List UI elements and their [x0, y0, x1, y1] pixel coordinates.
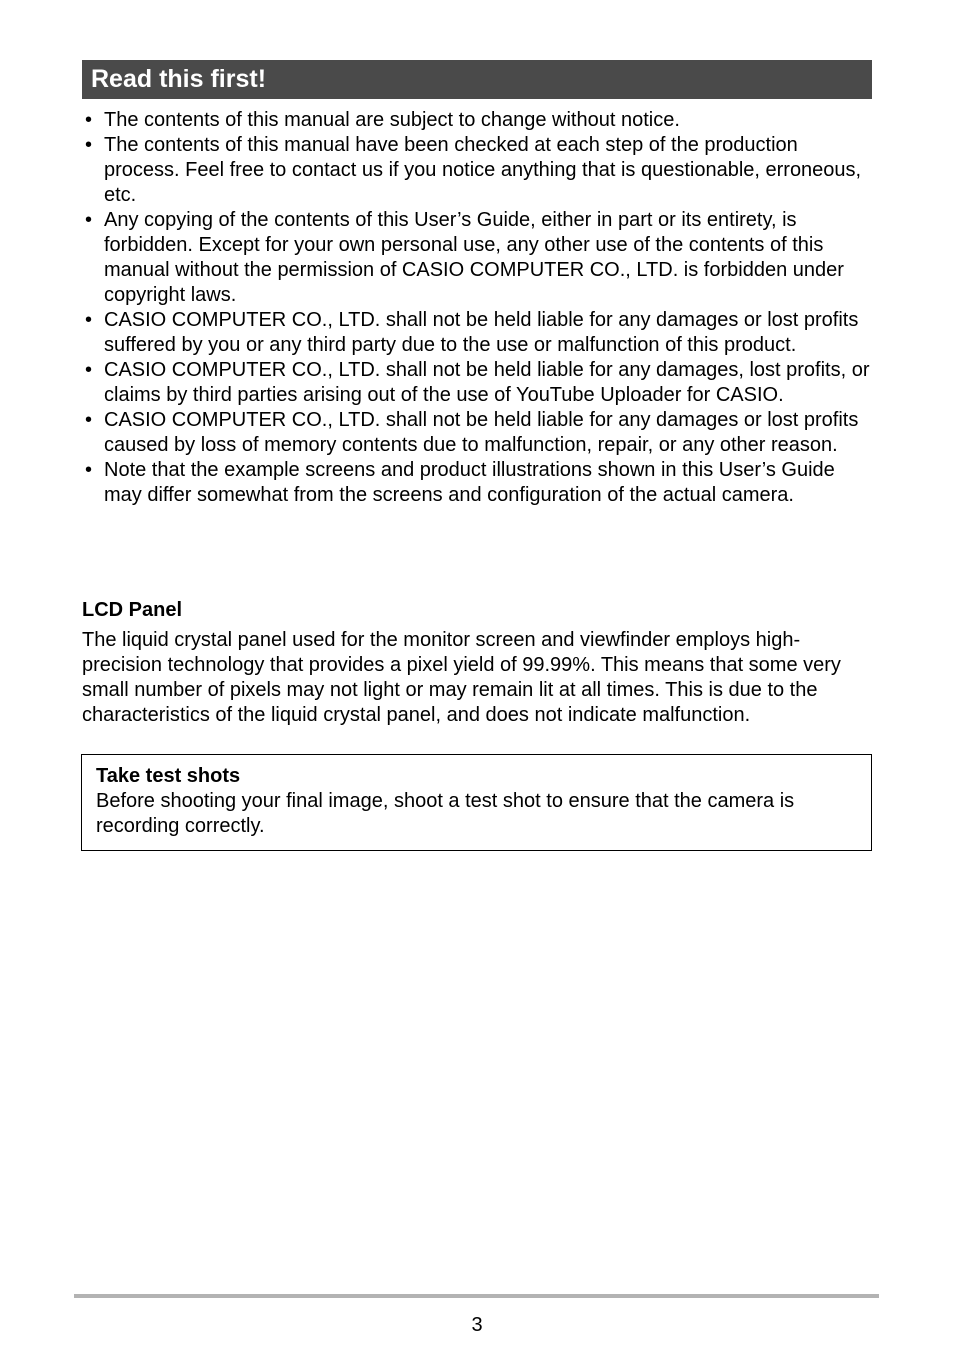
page-number: 3 [471, 1314, 483, 1336]
page-title: Read this first! [91, 65, 267, 93]
test-shots-note-box [81, 754, 872, 851]
list-item [82, 133, 872, 208]
section-header-bar [82, 60, 872, 99]
list-item [82, 458, 872, 508]
note-title: Take test shots [96, 765, 241, 787]
lcd-panel-paragraph: The liquid crystal panel used for the monitor screen and viewfinder employs high-precision technology that provides a pixel yield of 99.99%. This means that some very small number of pixels may not light or may remain lit at all times. This is due to the characteristics of the liquid crystal panel, and does not indicate malfunction. [82, 629, 841, 726]
bullet-icon: • [85, 309, 93, 331]
list-item-text: Any copying of the contents of this User’s Guide, either in part or its entirety, is forbidden. Except for your own personal use, any other use of the contents of this manual without the permission of CASIO COMPUTER CO., LTD. is forbidden under copyright laws. [104, 209, 844, 306]
bullet-icon: • [85, 359, 93, 381]
note-body: Before shooting your final image, shoot a test shot to ensure that the camera is recording correctly. [96, 790, 795, 837]
list-item [82, 308, 872, 358]
bullet-icon: • [85, 209, 93, 231]
bullet-icon: • [85, 459, 93, 481]
bullet-icon: • [85, 134, 93, 156]
list-item-text: The contents of this manual are subject to change without notice. [104, 109, 680, 131]
list-item-text: CASIO COMPUTER CO., LTD. shall not be held liable for any damages or lost profits suffered by you or any third party due to the use or malfunction of this product. [104, 309, 859, 356]
lcd-panel-heading: LCD Panel [82, 599, 183, 621]
list-item-text: CASIO COMPUTER CO., LTD. shall not be held liable for any damages or lost profits caused by loss of memory contents due to malfunction, repair, or any other reason. [104, 409, 859, 456]
notice-list [82, 108, 872, 508]
list-item-text: Note that the example screens and product illustrations shown in this User’s Guide may differ somewhat from the screens and configuration of the actual camera. [104, 459, 835, 506]
bullet-icon: • [85, 409, 93, 431]
footer-divider [74, 1294, 879, 1298]
list-item [82, 358, 872, 408]
list-item [82, 408, 872, 458]
list-item [82, 208, 872, 308]
bullet-icon: • [85, 109, 93, 131]
list-item [82, 108, 872, 133]
list-item-text: The contents of this manual have been checked at each step of the production process. Feel free to contact us if you notice anything that is questionable, erroneous, etc. [104, 134, 862, 206]
list-item-text: CASIO COMPUTER CO., LTD. shall not be held liable for any damages, lost profits, or claims by third parties arising out of the use of YouTube Uploader for CASIO. [104, 359, 870, 406]
